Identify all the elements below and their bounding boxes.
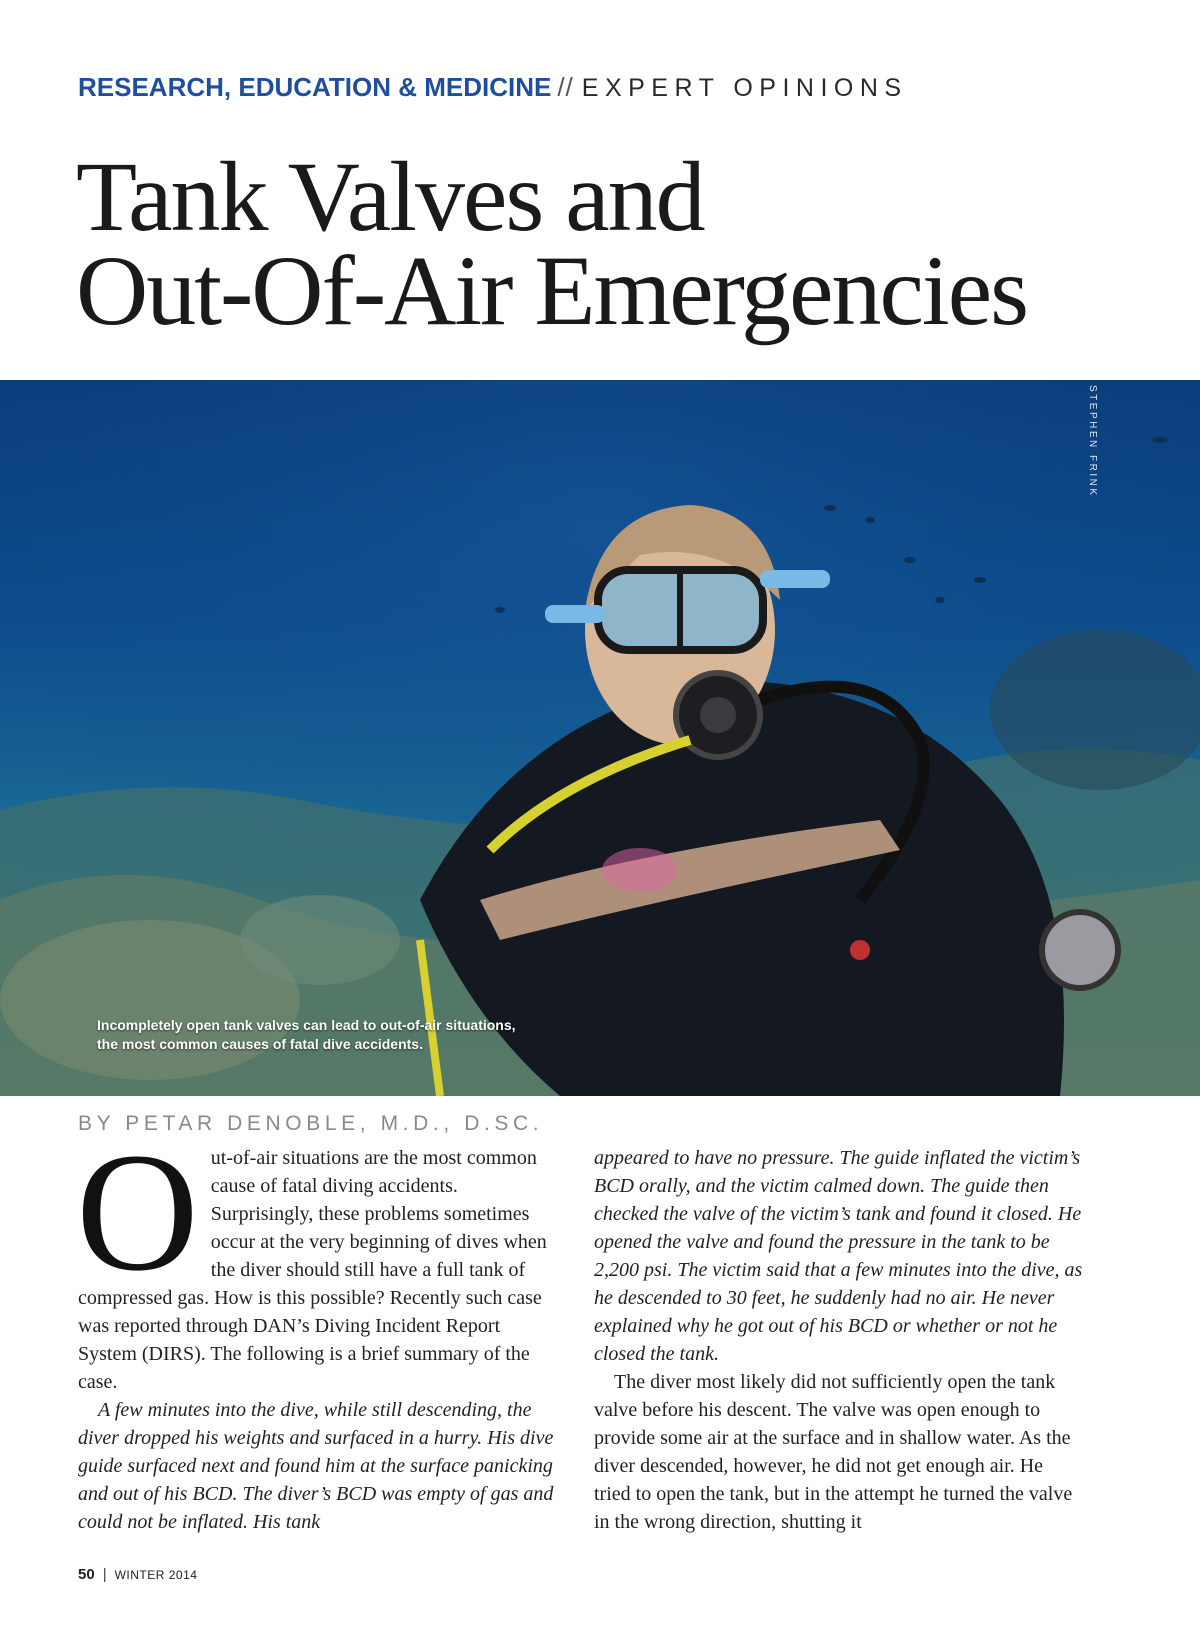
diver-illustration	[0, 380, 1200, 1096]
subsection-name: EXPERT OPINIONS	[581, 74, 908, 102]
issue-label: WINTER 2014	[114, 1568, 198, 1582]
article-title	[76, 141, 1028, 346]
photo-caption	[97, 1016, 567, 1054]
section-separator: //	[557, 72, 574, 102]
byline: BY PETAR DENOBLE, M.D., D.SC.	[78, 1112, 544, 1135]
title-line-2: Out-Of-Air Emergencies	[76, 235, 1028, 346]
page-footer	[78, 1566, 197, 1584]
paragraph-intro: ut-of-air situations are the most common cause of fatal diving accidents. Surprisingly, these problems sometimes occur at the very beginning of dives when the diver should still have a full tank of compressed gas. How is this possible? Recently such case was reported through DAN’s Diving Incident Report System (DIRS). The following is a brief summary of the case.	[78, 1147, 547, 1393]
title-line-1: Tank Valves and	[76, 141, 704, 252]
paragraph-case-continued: appeared to have no pressure. The guide inflated the victim’s BCD orally, and the victim calmed down. The guide then checked the valve of the victim’s tank and found it closed. He opened the valve and found the pressure in the tank to be 2,200 psi. The victim said that a few minutes into the dive, as he descended to 30 feet, he suddenly had no air. He never explained why he got out of his BCD or whether or not he closed the tank.	[594, 1147, 1083, 1365]
paragraph-analysis: The diver most likely did not sufficiently open the tank valve before his descent. The valve was open enough to provide some air at the surface and in shallow water. As the diver descended, however, he did not get enough air. He tried to open the tank, but in the attempt he turned the valve in the wrong direction, shutting it	[594, 1371, 1073, 1533]
page-number: 50	[78, 1566, 95, 1583]
caption-line-1: Incompletely open tank valves can lead to out-of-air situations,	[97, 1017, 516, 1033]
drop-cap: O	[76, 1118, 199, 1306]
paragraph-case-summary: A few minutes into the dive, while still descending, the diver dropped his weights and surfaced in a hurry. His dive guide surfaced next and found him at the surface panicking and out of his BCD. The diver’s BCD was empty of gas and could not be inflated. His tank	[78, 1399, 554, 1533]
section-header	[78, 72, 908, 103]
text-column-right	[594, 1144, 1084, 1536]
photo-credit: STEPHEN FRINK	[1087, 385, 1098, 498]
caption-line-2: the most common causes of fatal dive accidents.	[97, 1036, 423, 1052]
section-name: RESEARCH, EDUCATION & MEDICINE	[78, 72, 552, 102]
footer-separator: |	[102, 1566, 107, 1583]
hero-photo	[0, 380, 1200, 1096]
